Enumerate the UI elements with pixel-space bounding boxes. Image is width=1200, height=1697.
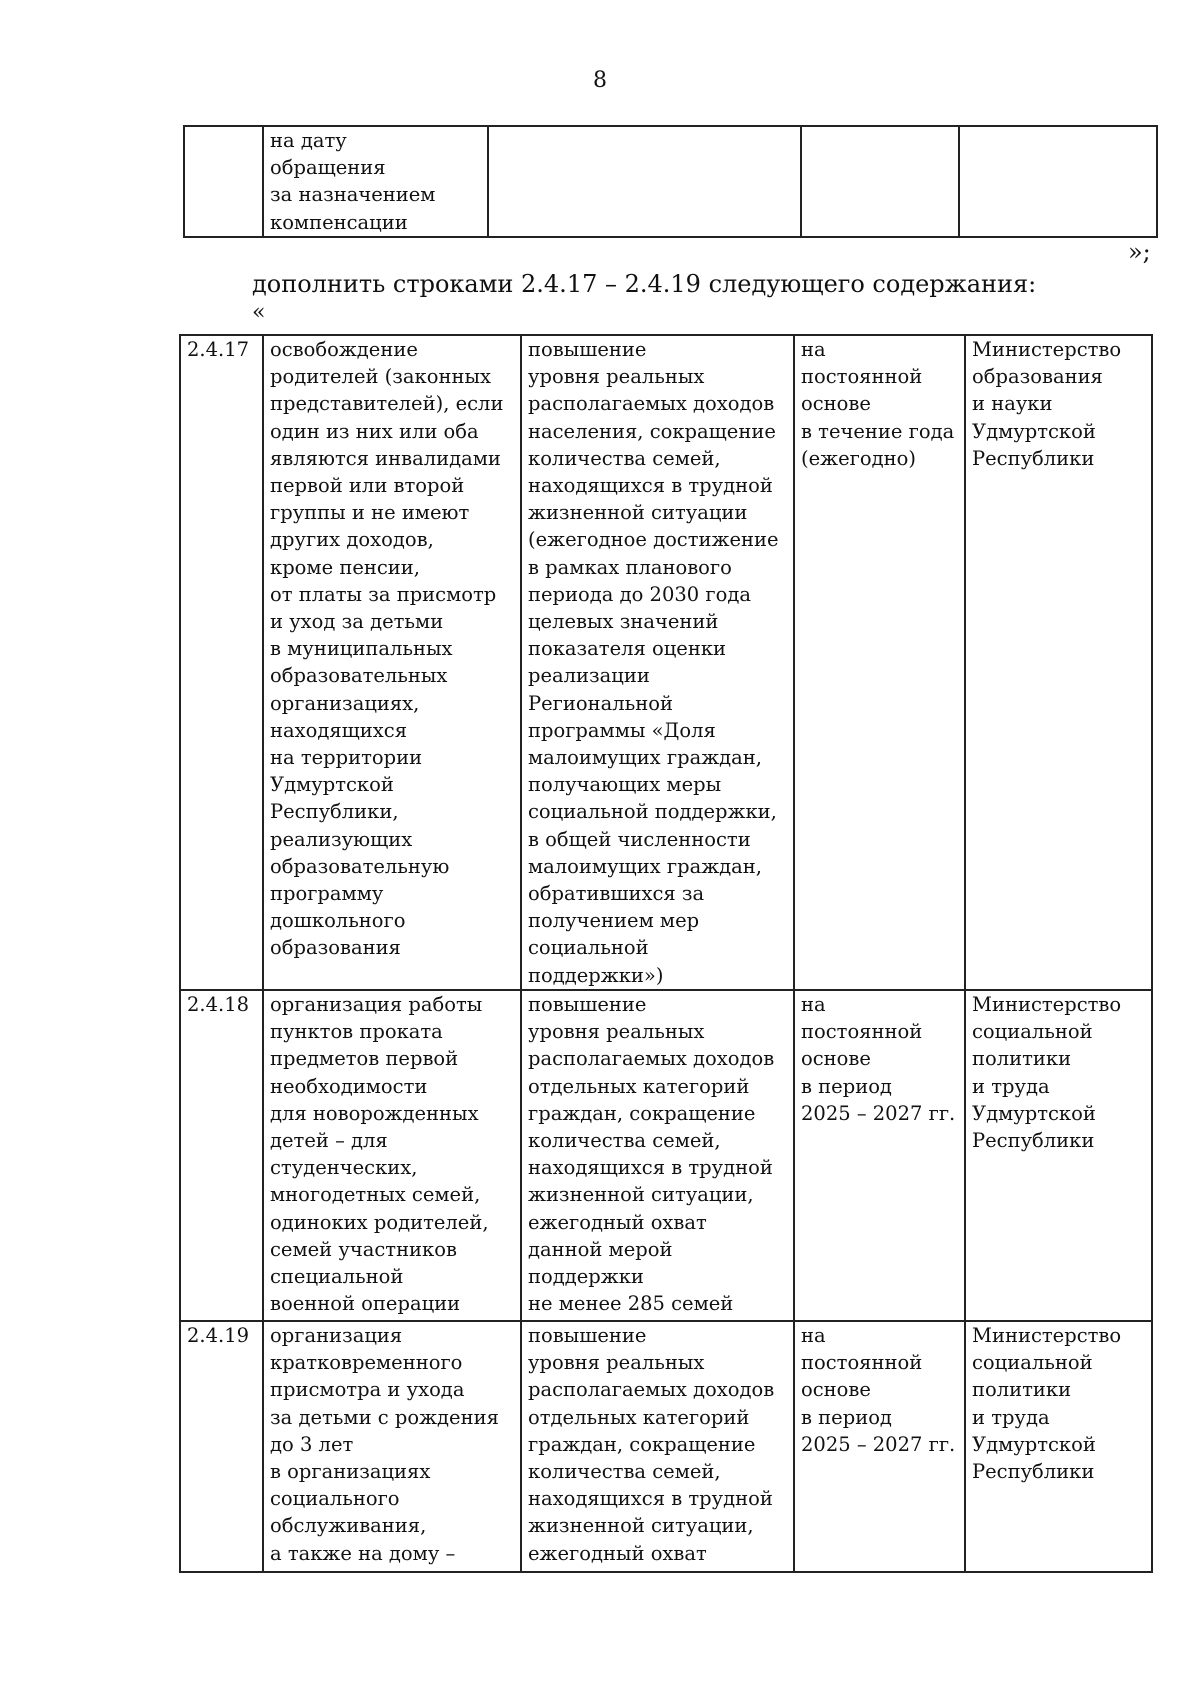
row-executor: Министерство социальной политики и труда Удмуртской Республики [965, 1321, 1152, 1572]
cell-result [488, 126, 801, 237]
closing-quote: »; [1128, 238, 1151, 266]
continuation-table [183, 125, 1158, 238]
row-executor: Министерство образования и науки Удмуртской Республики [965, 335, 1152, 990]
amendment-table [179, 334, 1153, 1573]
row-term: на постоянной основе в течение года (ежегодно) [794, 335, 965, 990]
table-row [180, 1321, 1152, 1572]
amendment-instruction: дополнить строками 2.4.17 – 2.4.19 следующего содержания: [252, 270, 1037, 298]
row-term: на постоянной основе в период 2025 – 2027 гг. [794, 990, 965, 1321]
row-measure: организация работы пунктов проката предметов первой необходимости для новорожденных детей – для студенческих, многодетных семей, одиноких родителей, семей участников специальной военной операции [263, 990, 521, 1321]
row-result: повышение уровня реальных располагаемых доходов отдельных категорий граждан, сокращение количества семей, находящихся в трудной жизненной ситуации, ежегодный охват [521, 1321, 794, 1572]
row-result: повышение уровня реальных располагаемых доходов населения, сокращение количества семей, находящихся в трудной жизненной ситуации (ежегодное достижение в рамках планового периода до 2030 года целевых значений показателя оценки реализации Региональной программы «Доля малоимущих граждан, получающих меры социальной поддержки, в общей численности малоимущих граждан, обратившихся за получением мер социальной поддержки») [521, 335, 794, 990]
cell-number [184, 126, 263, 237]
row-measure: освобождение родителей (законных представителей), если один из них или оба являются инвалидами первой или второй группы и не имеют других доходов, кроме пенсии, от платы за присмотр и уход за детьми в муниципальных образовательных организациях, находящихся на территории Удмуртской Республики, реализующих образовательную программу дошкольного образования [263, 335, 521, 990]
table-row [180, 335, 1152, 990]
row-term: на постоянной основе в период 2025 – 2027 гг. [794, 1321, 965, 1572]
row-executor: Министерство социальной политики и труда Удмуртской Республики [965, 990, 1152, 1321]
cell-executor [959, 126, 1157, 237]
cell-term [801, 126, 959, 237]
row-number: 2.4.17 [180, 335, 263, 990]
cell-measure: на дату обращения за назначением компенсации [263, 126, 488, 237]
row-number: 2.4.18 [180, 990, 263, 1321]
page-number: 8 [593, 68, 607, 93]
table-row [184, 126, 1157, 237]
opening-quote: « [252, 300, 266, 325]
row-number: 2.4.19 [180, 1321, 263, 1572]
row-measure: организация кратковременного присмотра и ухода за детьми с рождения до 3 лет в организациях социального обслуживания, а также на дому – [263, 1321, 521, 1572]
row-result: повышение уровня реальных располагаемых доходов отдельных категорий граждан, сокращение количества семей, находящихся в трудной жизненной ситуации, ежегодный охват данной мерой поддержки не менее 285 семей [521, 990, 794, 1321]
table-row [180, 990, 1152, 1321]
